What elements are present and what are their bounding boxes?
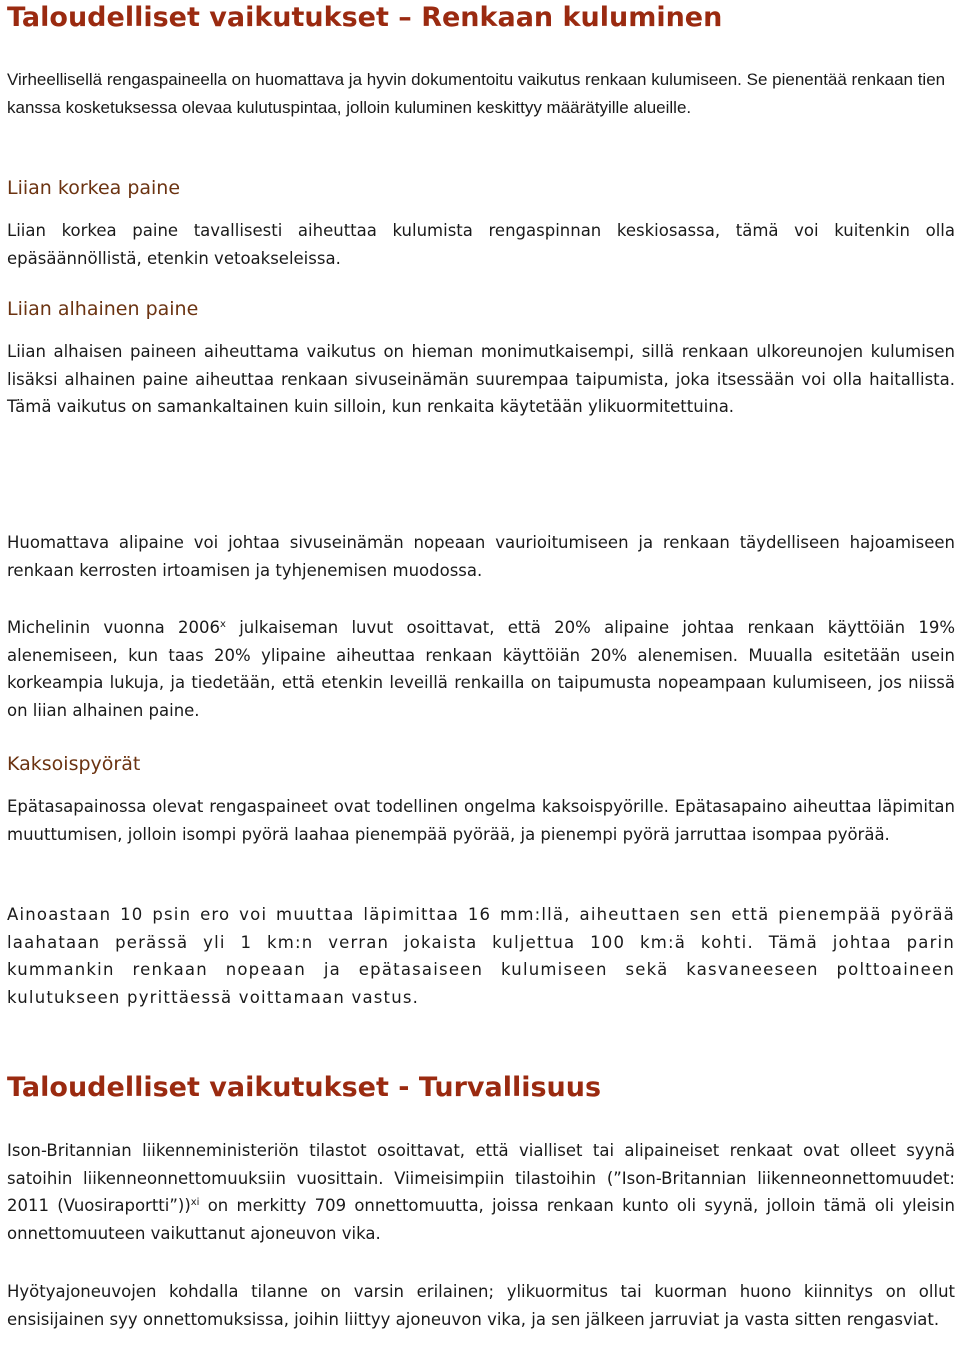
michelin-paragraph [7,614,955,724]
commercial-vehicles-paragraph: Hyötyajoneuvojen kohdalla tilanne on varsin erilainen; ylikuormitus tai kuorman huono kiinnitys on ollut ensisijainen syy onnettomuksissa, joihin liittyy ajoneuvon vika, ja sen jälkeen jarruviat ja vasta sitten rengasviat. [7,1282,955,1329]
twin-wheels-paragraph-2: Ainoastaan 10 psin ero voi muuttaa läpimittaa 16 mm:llä, aiheuttaen sen että pienempää pyörää laahataan perässä yli 1 km:n verran jokaista kuljettua 100 km:ä kohti. Tämä johtaa parin kummankin renkaan nopeaan ja epätasaiseen kulumiseen sekä kasvaneeseen polttoaineen kulutukseen pyrittäessä voittamaan vastus. [7,905,955,1007]
heading-high-pressure: Liian korkea paine [7,177,181,199]
uk-stats-text-start: Ison-Britannian liikenneministeriön tilastot osoittavat, että vialliset tai alipaineiset renkaat ovat olleet syynä satoihin liikenneonnettomuuksiin vuosittain. Viimeisimpiin tilastoihin (”Ison-Britannian liikenneonnettomuudet: 2011 (Vuosiraportti”)) [7,1141,955,1215]
section-title-tire-wear: Taloudelliset vaikutukset – Renkaan kuluminen [7,2,723,33]
heading-twin-wheels: Kaksoispyörät [7,753,141,775]
section-title-safety: Taloudelliset vaikutukset - Turvallisuus [7,1072,602,1103]
high-pressure-paragraph: Liian korkea paine tavallisesti aiheuttaa kulumista rengaspinnan keskiosassa, tämä voi kuitenkin olla epäsäännöllistä, etenkin vetoakseleissa. [7,221,955,268]
heading-low-pressure: Liian alhainen paine [7,298,199,320]
low-pressure-paragraph: Liian alhaisen paineen aiheuttama vaikutus on hieman monimutkaisempi, sillä renkaan ulkoreunojen kulumisen lisäksi alhainen paine aiheuttaa renkaan sivuseinämän suurempaa taipumista, joka itsessään voi olla haitallista. Tämä vaikutus on samankaltainen kuin silloin, kun renkaita käytetään ylikuormitettuina. [7,342,955,416]
twin-wheels-paragraph-1: Epätasapainossa olevat rengaspaineet ovat todellinen ongelma kaksoispyörille. Epätasapaino aiheuttaa läpimitan muuttumisen, jolloin isompi pyörä laahaa pienempää pyörää, ja pienempi pyörä jarruttaa isompaa pyörää. [7,797,955,844]
underinflation-paragraph: Huomattava alipaine voi johtaa sivuseinämän nopeaan vaurioitumiseen ja renkaan täydelliseen hajoamiseen renkaan kerrosten irtoamisen ja tyhjenemisen muodossa. [7,533,955,580]
uk-stats-paragraph [7,1137,955,1247]
intro-paragraph: Virheellisellä rengaspaineella on huomattava ja hyvin dokumentoitu vaikutus renkaan kulumiseen. Se pienentää renkaan tien kanssa kosketuksessa olevaa kulutuspintaa, jolloin kuluminen keskittyy määrätyille alueille. [7,70,946,117]
footnote-ref-xi: xi [190,1197,200,1208]
uk-stats-text-end: on merkitty 709 onnettomuutta, joissa renkaan kunto oli syynä, jolloin tämä oli yleisin onnettomuuteen vaikuttanut ajoneuvon vika. [7,1196,955,1243]
michelin-text-end: julkaiseman luvut osoittavat, että 20% alipaine johtaa renkaan käyttöiän 19% alenemiseen, kun taas 20% ylipaine aiheuttaa renkaan käyttöiän 20% alenemisen. Muualla esitetään usein korkeampia lukuja, ja tiedetään, että etenkin leveillä renkailla on taipumusta nopeampaan kulumiseen, jos niissä on liian alhainen paine. [7,618,956,720]
michelin-text-start: Michelinin vuonna 2006 [7,618,221,637]
footnote-ref-x: x [220,619,226,630]
